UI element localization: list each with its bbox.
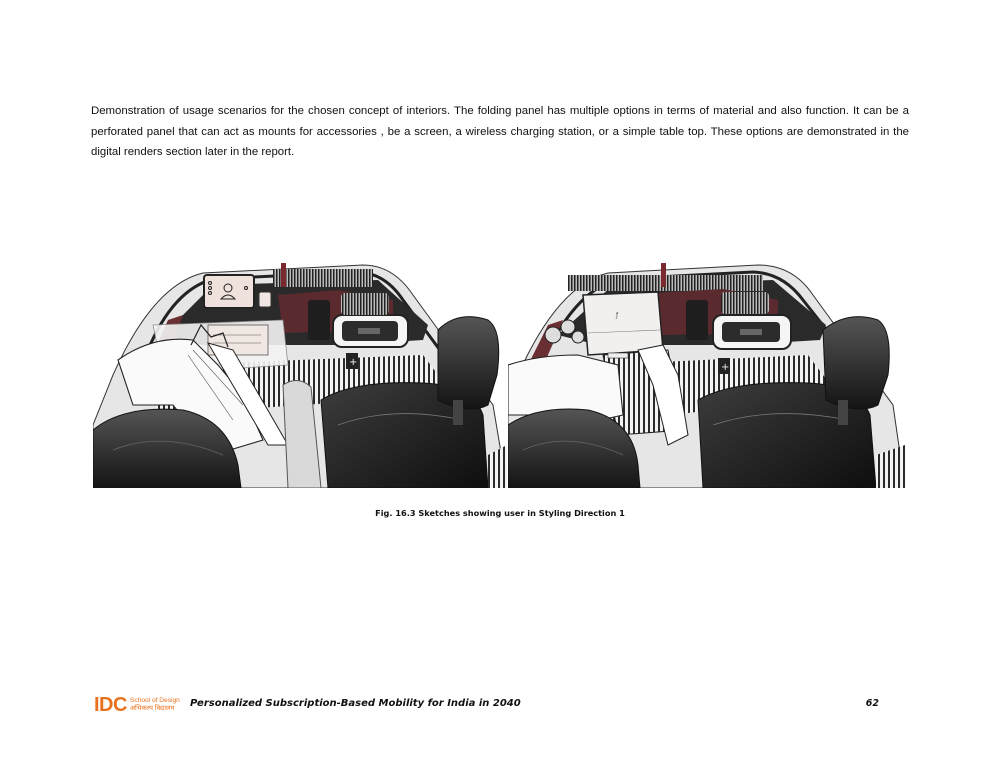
- figure-sketches: [93, 255, 905, 488]
- svg-text:+: +: [721, 362, 730, 373]
- figure-caption: Fig. 16.3 Sketches showing user in Styling Direction 1: [375, 508, 625, 518]
- body-paragraph: Demonstration of usage scenarios for the chosen concept of interiors. The folding panel has multiple options in terms of material and also function. It can be a perforated panel that can act as mounts for accessories , be a screen, a wireless charging station, or a simple table top. These options are demonstrated in the digital renders section later in the report.: [91, 105, 909, 159]
- logo-subtitle: [130, 697, 180, 713]
- svg-text:ƒ: ƒ: [616, 312, 619, 319]
- svg-text:+: +: [349, 357, 358, 368]
- page-number: 62: [865, 698, 879, 709]
- logo-mark: IDC: [94, 694, 127, 716]
- idc-logo: [94, 695, 180, 715]
- sketch-user-folding-table-panel: [508, 255, 905, 488]
- logo-line-english: School of Design: [129, 697, 180, 704]
- footer-report-title: Personalized Subscription-Based Mobility for India in 2040: [190, 698, 521, 709]
- logo-line-hindi: अभिकल्प विद्यालय: [129, 705, 175, 712]
- page-footer: [94, 695, 879, 717]
- sketch-user-using-screen-panel: [93, 255, 507, 488]
